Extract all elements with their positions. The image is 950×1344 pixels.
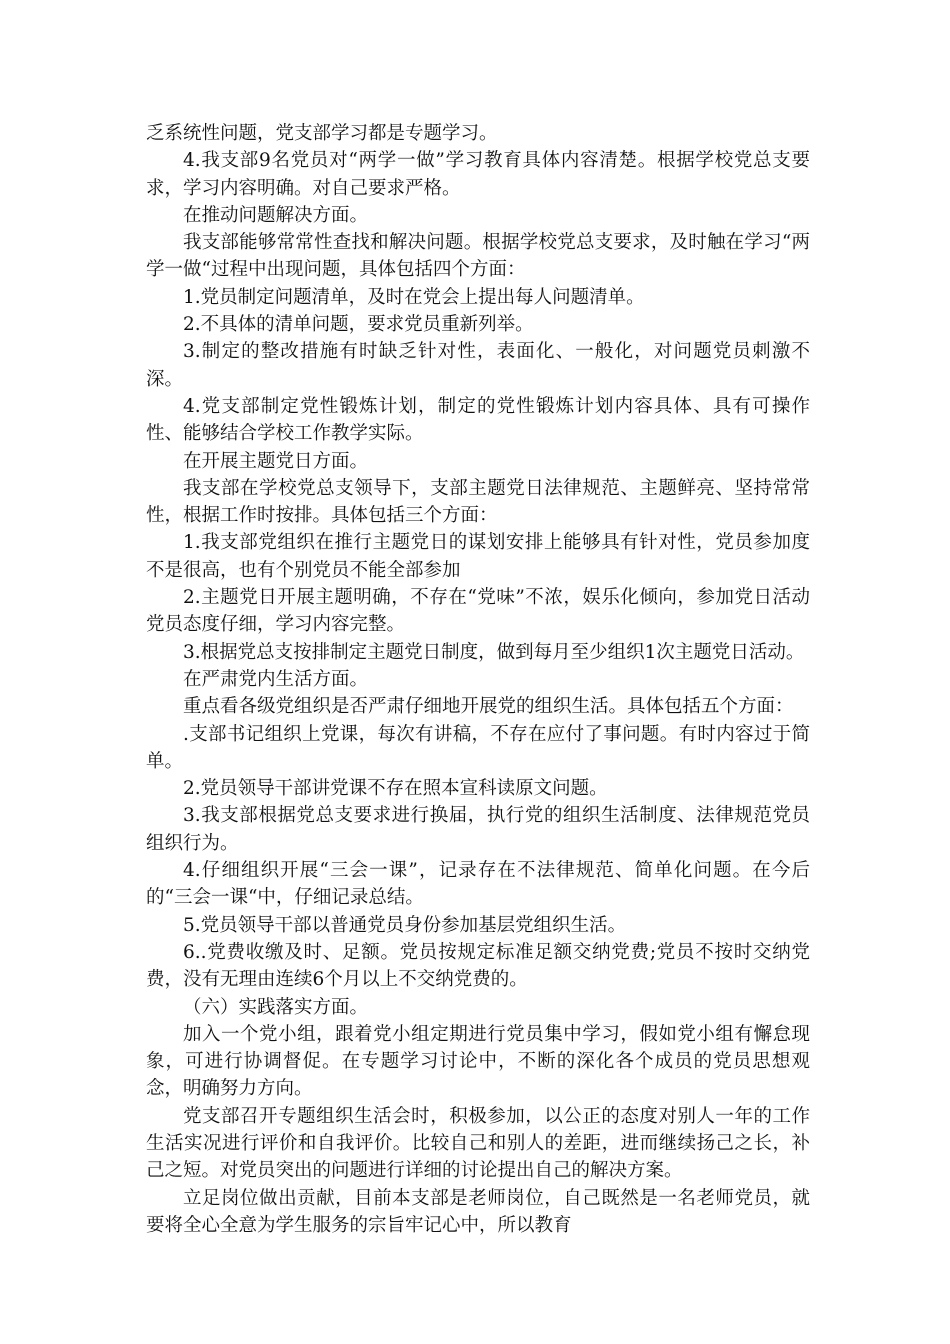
paragraph-party-day-intro: 我支部在学校党总支领导下，支部主题党日法律规范、主题鲜亮、坚持常常性，根据工作时按排。具体包括三个方面： <box>146 477 810 527</box>
paragraph-party-life-item-1: .支部书记组织上党课，每次有讲稿，不存在应付了事问题。有时内容过于简单。 <box>146 723 810 772</box>
paragraph-party-life-item-5: 5.党员领导干部以普通党员身份参加基层党组织生活。 <box>183 914 627 936</box>
paragraph-party-life-item-2: 2.党员领导干部讲党课不存在照本宣科读原文问题。 <box>183 778 608 800</box>
paragraph-party-life-item-3: 3.我支部根据党总支要求进行换届，执行党的组织生活制度、法律规范党员组织行为。 <box>146 805 810 854</box>
paragraph-party-day-item-3: 3.根据党总支按排制定主题党日制度，做到每月至少组织1次主题党日活动。 <box>183 641 805 663</box>
paragraph-problem-item-1: 1.党员制定问题清单，及时在党会上提出每人问题清单。 <box>183 286 645 308</box>
paragraph-problem-item-4: 4.党支部制定党性锻炼计划，制定的党性锻炼计划内容具体、具有可操作性、能够结合学校工作教学实际。 <box>146 395 810 445</box>
paragraph-party-life-item-6: 6..党费收缴及时、足额。党员按规定标准足额交纳党费;党员不按时交纳党费，没有无理由连续6个月以上不交纳党费的。 <box>146 941 810 991</box>
section-heading-party-day: 在开展主题党日方面。 <box>183 450 369 472</box>
paragraph-party-day-item-2: 2.主题党日开展主题明确，不存在“党味”不浓，娱乐化倾向，参加党日活动党员态度仔细，学习内容完整。 <box>146 587 810 636</box>
paragraph-item-4-study: 4.我支部9名党员对“两学一做”学习教育具体内容清楚。根据学校党总支要求，学习内容明确。对自己要求严格。 <box>146 150 810 199</box>
paragraph-problem-item-2: 2.不具体的清单问题，要求党员重新列举。 <box>183 314 534 336</box>
section-heading-practice: （六）实践落实方面。 <box>183 996 369 1018</box>
paragraph-problem-item-3: 3.制定的整改措施有时缺乏针对性，表面化、一般化，对问题党员刺激不深。 <box>146 341 810 390</box>
paragraph-practice-post: 立足岗位做出贡献，目前本支部是老师岗位，自己既然是一名老师党员，就要将全心全意为学生服务的宗旨牢记心中，所以教育 <box>146 1187 810 1236</box>
paragraph-practice-group: 加入一个党小组，跟着党小组定期进行党员集中学习，假如党小组有懈怠现象，可进行协调督促。在专题学习讨论中，不断的深化各个成员的党员思想观念，明确努力方向。 <box>146 1023 810 1100</box>
section-heading-problem-solving: 在推动问题解决方面。 <box>183 204 369 226</box>
paragraph-problem-intro: 我支部能够常常性查找和解决问题。根据学校党总支要求，及时触在学习“两学一做“过程中出现问题，具体包括四个方面： <box>146 232 810 281</box>
section-heading-party-life: 在严肃党内生活方面。 <box>183 668 369 690</box>
paragraph-continuation: 乏系统性问题，党支部学习都是专题学习。 <box>146 123 498 144</box>
paragraph-party-life-intro: 重点看各级党组织是否严肃仔细地开展党的组织生活。具体包括五个方面： <box>183 696 794 718</box>
paragraph-party-life-item-4: 4.仔细组织开展“三会一课”，记录存在不法律规范、简单化问题。在今后的“三会一课“中，仔细记录总结。 <box>146 860 810 909</box>
document-body <box>146 120 810 1239</box>
paragraph-party-day-item-1: 1.我支部党组织在推行主题党日的谋划安排上能够具有针对性，党员参加度不是很高，也有个别党员不能全部参加 <box>146 532 810 581</box>
paragraph-practice-meeting: 党支部召开专题组织生活会时，积极参加，以公正的态度对别人一年的工作生活实况进行评价和自我评价。比较自己和别人的差距，进而继续扬己之长，补己之短。对党员突出的问题进行详细的讨论提出自己的解决方案。 <box>146 1105 810 1182</box>
